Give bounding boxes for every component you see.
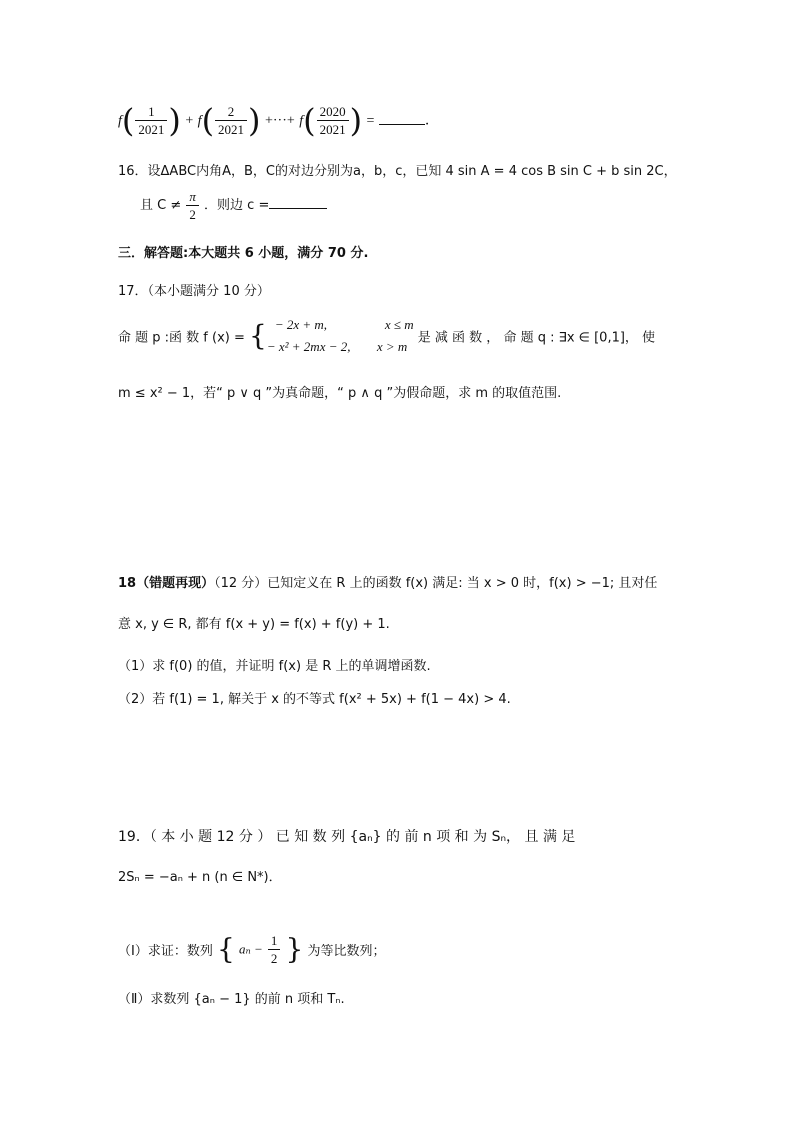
case1-expr: − 2x + m, bbox=[274, 317, 328, 332]
q15-f1: f bbox=[118, 113, 122, 129]
fraction-1-2021: $\frac{1}{2021}$ bbox=[135, 103, 167, 138]
paren-right: ) bbox=[168, 101, 181, 140]
brace-right: } bbox=[285, 932, 304, 966]
q17-prop-pre: 命 题 p :函 数 f (x) = bbox=[118, 330, 245, 346]
q18-line2: 意 x, y ∈ R, 都有 f(x + y) = f(x) + f(y) + 1. bbox=[118, 617, 390, 632]
paren-left: ( bbox=[121, 101, 135, 140]
q17-header: 17．（本小题满分 10 分） bbox=[118, 284, 270, 299]
q18-text1: （12 分）已知定义在 R 上的函数 f(x) 满足: 当 x > 0 时，f(x) > −1; 且对任 bbox=[214, 576, 658, 591]
q15-period: . bbox=[424, 112, 430, 129]
q18-sub2: （2）若 f(1) = 1, 解关于 x 的不等式 f(x² + 5x) + f(1 − 4x) > 4. bbox=[118, 692, 511, 707]
answer-blank[interactable] bbox=[269, 208, 327, 209]
q15-expression bbox=[118, 103, 429, 138]
brace-left: { bbox=[249, 319, 267, 352]
q19-sub1 bbox=[118, 932, 386, 967]
fraction-2020-2021: $\frac{2020}{2021}$ bbox=[317, 103, 349, 138]
q16-line1: 16．设ΔABC内角A，B，C的对边分别为a，b，c，已知 4 sin A = 4 cos B sin C + b sin 2C， bbox=[118, 164, 677, 179]
case1-cond: x ≤ m bbox=[384, 317, 414, 332]
q19-sub1-post: 为等比数列； bbox=[307, 944, 386, 959]
case2-cond: x > m bbox=[376, 339, 408, 354]
q15-f2: f bbox=[197, 113, 202, 129]
q15-plus: + bbox=[185, 113, 194, 129]
q18-line1 bbox=[118, 572, 657, 591]
q16-cond-pre: 且 C ≠ bbox=[140, 198, 182, 213]
q16-cond-post: ．则边 c = bbox=[204, 198, 270, 213]
fraction-2-2021: $\frac{2}{2021}$ bbox=[215, 103, 247, 138]
answer-blank[interactable] bbox=[379, 124, 425, 125]
fraction-1-2: $\frac{1}{2}$ bbox=[268, 932, 281, 967]
q19-sub1-pre: （Ⅰ）求证：数列 bbox=[118, 944, 213, 959]
q15-dots: +···+ bbox=[264, 113, 295, 129]
paren-right: ) bbox=[349, 101, 363, 140]
brace-left: { bbox=[216, 932, 235, 966]
q17-proposition bbox=[118, 314, 655, 358]
q19-sub1-a: aₙ − bbox=[238, 941, 263, 957]
q19-sub2: （Ⅱ）求数列 {aₙ − 1} 的前 n 项和 Tₙ. bbox=[118, 992, 345, 1007]
q18-label: 18（错题再现） bbox=[118, 576, 215, 591]
q18-sub1: （1）求 f(0) 的值，并证明 f(x) 是 R 上的单调增函数. bbox=[118, 659, 431, 674]
section-heading: 三．解答题:本大题共 6 小题，满分 70 分. bbox=[118, 246, 369, 261]
q17-prop-post: 是 减 函 数 ， 命 题 q : ∃x ∈ [0,1]， 使 bbox=[417, 330, 656, 346]
q19-line2: 2Sₙ = −aₙ + n (n ∈ N*)． bbox=[118, 870, 282, 885]
paren-left: ( bbox=[201, 101, 215, 140]
paren-left: ( bbox=[303, 101, 316, 140]
case2-expr: − x² + 2mx − 2, bbox=[266, 339, 351, 354]
q19-line1: 19．（ 本 小 题 12 分 ） 已 知 数 列 {aₙ} 的 前 n 项 和 为 Sₙ， 且 满 足 bbox=[118, 829, 576, 845]
q17-line2: m ≤ x² − 1，若“ p ∨ q ”为真命题，“ p ∧ q ”为假命题，求 m 的取值范围. bbox=[118, 386, 562, 401]
paren-right: ) bbox=[248, 101, 261, 140]
q16-line2 bbox=[140, 188, 327, 223]
fraction-pi-2: $\frac{\pi}{2}$ bbox=[186, 188, 199, 223]
q15-f3: f bbox=[299, 113, 304, 129]
piecewise-cases bbox=[267, 314, 414, 358]
q15-equals: = bbox=[366, 113, 375, 129]
